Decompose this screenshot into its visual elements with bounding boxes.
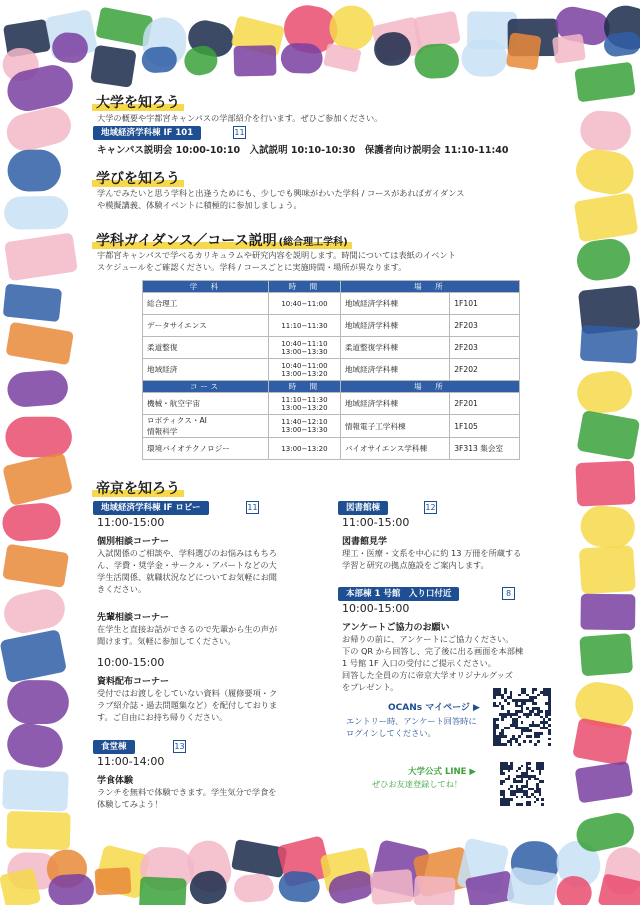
section-title-learn: 学びを知ろう bbox=[92, 168, 184, 188]
qr-module bbox=[548, 738, 551, 741]
table-row bbox=[143, 293, 520, 315]
qr-module bbox=[496, 727, 499, 730]
table-cell-bld: 地域経済学科棟 bbox=[340, 315, 449, 337]
qr-module bbox=[540, 710, 543, 713]
sticker bbox=[231, 15, 285, 57]
table-header-cell: 場 所 bbox=[340, 381, 519, 393]
qr-module bbox=[528, 762, 531, 765]
qr-module bbox=[548, 724, 551, 727]
table-cell-name: 機械・航空宇宙 bbox=[143, 393, 269, 415]
text-line: をプレゼント。 bbox=[342, 682, 399, 692]
qr-module bbox=[528, 796, 531, 799]
sticker bbox=[575, 369, 634, 416]
sticker bbox=[7, 149, 61, 191]
text-line: 入試関係のご相談や、学科選びのお悩みはもちろ bbox=[97, 548, 277, 558]
text-line: きください。 bbox=[97, 584, 147, 594]
table-cell-time: 11:10−11:30 13:00−13:20 bbox=[269, 393, 341, 415]
ocans-mypage-link[interactable]: OCANs マイページ ▶ bbox=[388, 703, 480, 713]
sticker bbox=[574, 192, 639, 242]
qr-module bbox=[500, 783, 503, 786]
line-official-link[interactable]: 大学公式 LINE ▶ bbox=[408, 767, 476, 777]
sticker bbox=[579, 109, 632, 152]
sticker bbox=[231, 839, 287, 878]
table-header-cell: コース bbox=[143, 381, 269, 393]
qr-module bbox=[537, 735, 540, 738]
qr-module bbox=[508, 770, 511, 773]
table-cell-name: 総合理工 bbox=[143, 293, 269, 315]
sticker bbox=[139, 846, 196, 893]
qr-module bbox=[518, 767, 521, 770]
sticker bbox=[1, 502, 62, 543]
building-number: 12 bbox=[425, 503, 436, 512]
qr-module bbox=[518, 716, 521, 719]
table-cell-time: 11:40−12:10 13:00−13:30 bbox=[269, 415, 341, 438]
table-row bbox=[143, 359, 520, 381]
line-text: ぜひお友達登録してね！ bbox=[372, 779, 463, 789]
qr-module bbox=[504, 735, 507, 738]
qr-module bbox=[507, 702, 510, 705]
qr-module bbox=[526, 716, 529, 719]
table-cell-name: 環境バイオテクノロジー bbox=[143, 438, 269, 460]
sticker bbox=[7, 680, 69, 724]
table-header-cell: 時 間 bbox=[269, 281, 341, 293]
qr-module bbox=[534, 743, 537, 746]
text-line: 受付ではお渡しをしていない資料（履修要項・ク bbox=[97, 688, 278, 698]
sticker bbox=[578, 285, 640, 335]
sticker bbox=[233, 873, 275, 904]
qr-module bbox=[534, 696, 537, 699]
sticker bbox=[573, 810, 637, 855]
sticker bbox=[3, 19, 51, 58]
table-header-cell: 学 科 bbox=[143, 281, 269, 293]
qr-module bbox=[541, 803, 544, 806]
sticker bbox=[51, 31, 89, 64]
library-text bbox=[342, 547, 521, 571]
table-cell-time: 13:00−13:20 bbox=[269, 438, 341, 460]
table-cell-room: 1F105 bbox=[450, 415, 520, 438]
qr-module bbox=[521, 796, 524, 799]
sticker bbox=[412, 846, 473, 898]
qr-module bbox=[501, 707, 504, 710]
sticker bbox=[572, 718, 633, 767]
location-tag-library: 図書館棟 bbox=[338, 501, 388, 515]
table-cell-room: 2F203 bbox=[450, 315, 520, 337]
sticker bbox=[552, 3, 613, 48]
qr-module bbox=[510, 785, 513, 788]
text-line: 下の QR から回答し、完了後に出る画面を本部棟 bbox=[342, 646, 524, 656]
building-number: 8 bbox=[502, 587, 515, 600]
sticker bbox=[371, 16, 424, 63]
qr-module bbox=[508, 803, 511, 806]
sticker bbox=[182, 43, 221, 78]
sticker bbox=[2, 544, 69, 588]
qr-module bbox=[504, 743, 507, 746]
sticker bbox=[456, 837, 510, 895]
table-cell-room: 3F313 集会室 bbox=[450, 438, 520, 460]
table-cell-bld: 柔道整復学科棟 bbox=[340, 337, 449, 359]
sticker bbox=[2, 769, 69, 811]
table-cell-name: 地域経済 bbox=[143, 359, 269, 381]
qr-module bbox=[537, 740, 540, 743]
qr-module bbox=[529, 735, 532, 738]
sticker bbox=[580, 594, 635, 631]
sticker bbox=[7, 852, 60, 890]
sticker bbox=[0, 868, 41, 905]
cafeteria-text bbox=[97, 786, 276, 810]
section-desc: 大学の概要や宇都宮キャンパスの学部紹介を行います。ぜひご参加ください。 bbox=[97, 113, 383, 123]
text-line: 回答した全員の方に帝京大学オリジナルグッズ bbox=[342, 670, 513, 680]
sticker bbox=[94, 844, 151, 899]
sticker bbox=[0, 586, 68, 637]
sticker bbox=[510, 840, 560, 886]
qr-module bbox=[521, 732, 524, 735]
qr-module bbox=[529, 729, 532, 732]
table-row bbox=[143, 315, 520, 337]
building-number: 11 bbox=[247, 503, 258, 512]
ocans-text bbox=[346, 715, 477, 739]
sticker bbox=[323, 43, 362, 73]
sticker bbox=[413, 11, 461, 50]
qr-module bbox=[548, 743, 551, 746]
qr-module bbox=[523, 702, 526, 705]
sticker bbox=[6, 811, 70, 850]
line-qr-code[interactable] bbox=[500, 762, 544, 806]
qr-module bbox=[540, 732, 543, 735]
text-line: ラブ紹介誌・過去問題集など）を配付しておりま bbox=[97, 700, 278, 710]
qr-module bbox=[496, 705, 499, 708]
sticker bbox=[579, 545, 636, 594]
text-line: エントリー時、アンケート回答時に bbox=[346, 716, 477, 726]
sticker bbox=[3, 103, 75, 155]
sticker bbox=[139, 876, 187, 905]
sticker bbox=[554, 874, 593, 905]
sticker bbox=[467, 11, 517, 49]
qr-module bbox=[534, 688, 537, 691]
table-header-row bbox=[143, 281, 520, 293]
sticker bbox=[579, 633, 633, 676]
sticker bbox=[4, 196, 69, 230]
table-row bbox=[143, 393, 520, 415]
table-header-cell: 場 所 bbox=[340, 281, 519, 293]
table-cell-bld: バイオサイエンス学科棟 bbox=[340, 438, 449, 460]
sticker bbox=[327, 3, 376, 52]
sticker bbox=[572, 679, 637, 732]
qr-module bbox=[518, 694, 521, 697]
text-line: ランチを無料で体験できます。学生気分で学食を bbox=[97, 787, 277, 797]
sticker bbox=[95, 867, 132, 895]
text-line: す。ご自由にお持ち帰りください。 bbox=[97, 712, 228, 722]
qr-module bbox=[518, 743, 521, 746]
qr-module bbox=[539, 793, 542, 796]
sticker bbox=[576, 410, 640, 460]
section-desc-line1: 学んでみたいと思う学科と出逢うためにも、少しでも興味がわいた学科 / コースがあればガイダンス bbox=[97, 188, 465, 198]
location-tag-hq: 本部棟 1 号館 入り口付近 bbox=[338, 587, 459, 601]
section-title-teikyo: 帝京を知ろう bbox=[92, 478, 184, 498]
location-tag: 地域経済学科棟 IF ロビー bbox=[93, 501, 209, 515]
qr-module bbox=[516, 770, 519, 773]
qr-module bbox=[541, 767, 544, 770]
text-line: お帰りの前に、アンケートにご協力ください。 bbox=[342, 634, 514, 644]
location-tag: 地域経済学科棟 IF 101 bbox=[93, 126, 201, 140]
qr-module bbox=[501, 718, 504, 721]
table-cell-name: 柔道整復 bbox=[143, 337, 269, 359]
consultation-text bbox=[97, 547, 277, 595]
qr-module bbox=[523, 740, 526, 743]
ocans-qr-code[interactable] bbox=[493, 688, 551, 746]
sticker bbox=[598, 873, 640, 905]
sticker bbox=[506, 867, 558, 905]
sticker bbox=[575, 237, 633, 283]
location-tag-cafeteria: 食堂棟 bbox=[93, 740, 135, 754]
guidance-schedule-table bbox=[142, 280, 520, 460]
time-range: 11:00-15:00 bbox=[97, 516, 165, 529]
qr-module bbox=[516, 796, 519, 799]
text-line: 1 号館 1F 入口の受付にご提示ください。 bbox=[342, 658, 496, 668]
section-desc-line1: 宇都宮キャンパスで学べるカリキュラムや研究内容を説明します。時間については表紙のイベント bbox=[97, 250, 456, 260]
table-cell-name: ロボティクス・AI 情報科学 bbox=[143, 415, 269, 438]
sticker bbox=[278, 870, 321, 903]
qr-module bbox=[529, 713, 532, 716]
sticker bbox=[276, 835, 332, 887]
sticker bbox=[465, 870, 515, 905]
qr-module bbox=[534, 702, 537, 705]
sticker bbox=[580, 325, 638, 364]
consultation-title: 個別相談コーナー bbox=[97, 537, 170, 547]
sticker bbox=[6, 369, 69, 408]
qr-module bbox=[504, 716, 507, 719]
sticker bbox=[188, 868, 229, 905]
sticker bbox=[4, 720, 66, 771]
text-line: 学生活関係、就職状況などについてお気軽にお聞 bbox=[97, 572, 277, 582]
table-cell-bld: 地域経済学科棟 bbox=[340, 359, 449, 381]
sticker bbox=[370, 839, 430, 898]
qr-module bbox=[503, 780, 506, 783]
sticker bbox=[5, 417, 72, 458]
time-range: 11:00-14:00 bbox=[97, 755, 165, 768]
qr-module bbox=[496, 718, 499, 721]
qr-module bbox=[531, 770, 534, 773]
senior-consultation-text bbox=[97, 623, 277, 647]
sticker bbox=[45, 9, 99, 60]
sticker bbox=[185, 17, 237, 60]
qr-module bbox=[541, 780, 544, 783]
survey-title: アンケートご協力のお願い bbox=[342, 623, 450, 633]
sticker bbox=[326, 868, 377, 905]
qr-module bbox=[521, 721, 524, 724]
sticker bbox=[2, 452, 73, 506]
sticker bbox=[4, 232, 78, 281]
sticker bbox=[508, 19, 559, 57]
sticker bbox=[3, 284, 62, 322]
qr-module bbox=[548, 713, 551, 716]
table-cell-time: 10:40−11:00 bbox=[269, 293, 341, 315]
sticker bbox=[599, 1, 640, 54]
qr-module bbox=[541, 798, 544, 801]
table-cell-room: 1F101 bbox=[450, 293, 520, 315]
section-title-guidance: 学科ガイダンス／コース説明 (総合理工学科) bbox=[92, 230, 352, 250]
qr-module bbox=[534, 801, 537, 804]
sticker bbox=[573, 146, 637, 198]
sticker bbox=[574, 62, 636, 103]
table-cell-bld: 地域経済学科棟 bbox=[340, 393, 449, 415]
qr-module bbox=[529, 740, 532, 743]
text-line: 在学生と直接お話ができるので先輩から生の声が bbox=[97, 624, 278, 634]
qr-module bbox=[532, 691, 535, 694]
sticker bbox=[603, 30, 640, 58]
sticker bbox=[6, 322, 74, 365]
sticker bbox=[413, 876, 455, 905]
building-number: 13 bbox=[174, 742, 185, 751]
sticker bbox=[461, 39, 507, 77]
table-row bbox=[143, 415, 520, 438]
section-desc-line2: スケジュールをご確認ください。学科 / コースごとに実施時間・場所が異なります。 bbox=[97, 262, 407, 272]
table-cell-room: 2F202 bbox=[450, 359, 520, 381]
library-title: 図書館見学 bbox=[342, 537, 388, 547]
table-header-row bbox=[143, 381, 520, 393]
sticker bbox=[0, 629, 67, 683]
qr-module bbox=[548, 732, 551, 735]
sticker bbox=[141, 46, 178, 74]
sticker bbox=[506, 32, 542, 70]
cafeteria-title: 学食体験 bbox=[97, 776, 134, 786]
sticker bbox=[46, 849, 88, 888]
table-cell-time: 10:40−11:00 13:00−13:20 bbox=[269, 359, 341, 381]
table-cell-room: 2F201 bbox=[450, 393, 520, 415]
time-range: 10:00-15:00 bbox=[97, 656, 165, 669]
sticker bbox=[320, 847, 373, 894]
building-number: 11 bbox=[234, 128, 245, 137]
table-cell-time: 10:40−11:10 13:00−13:30 bbox=[269, 337, 341, 359]
materials-title: 資料配布コーナー bbox=[97, 677, 170, 687]
sticker bbox=[280, 1, 341, 57]
qr-module bbox=[537, 694, 540, 697]
qr-module bbox=[510, 798, 513, 801]
qr-module bbox=[536, 798, 539, 801]
sticker bbox=[601, 844, 640, 898]
sticker bbox=[373, 31, 413, 67]
text-line: ログインしてください。 bbox=[346, 728, 436, 738]
sticker bbox=[234, 45, 277, 76]
table-row bbox=[143, 337, 520, 359]
sticker bbox=[579, 504, 637, 550]
sticker bbox=[575, 461, 635, 507]
sticker bbox=[141, 16, 188, 69]
qr-module bbox=[528, 803, 531, 806]
qr-module bbox=[521, 803, 524, 806]
sticker bbox=[370, 869, 414, 905]
qr-module bbox=[521, 780, 524, 783]
time-range: 11:00-15:00 bbox=[342, 516, 410, 529]
text-line: 理工・医療・文系を中心に約 13 万冊を所蔵する bbox=[342, 548, 522, 558]
qr-module bbox=[508, 778, 511, 781]
survey-text bbox=[342, 633, 523, 693]
qr-module bbox=[510, 743, 513, 746]
text-line: ん、学費・奨学金・サークル・アパートなどの大 bbox=[97, 560, 277, 570]
qr-module bbox=[548, 718, 551, 721]
sticker bbox=[552, 34, 586, 64]
sticker bbox=[4, 61, 77, 115]
qr-module bbox=[528, 778, 531, 781]
sticker bbox=[48, 873, 95, 905]
sticker bbox=[414, 43, 460, 80]
qr-module bbox=[504, 691, 507, 694]
sticker bbox=[575, 761, 634, 803]
sticker bbox=[95, 7, 153, 47]
schedule-line: キャンパス説明会 10:00-10:10 入試説明 10:10-10:30 保護者向け説明会 11:10-11:40 bbox=[97, 145, 509, 156]
time-range: 10:00-15:00 bbox=[342, 602, 410, 615]
sticker bbox=[280, 43, 323, 74]
sticker bbox=[183, 836, 235, 896]
table-header-cell: 時 間 bbox=[269, 381, 341, 393]
materials-text bbox=[97, 687, 277, 723]
section-title-about-university: 大学を知ろう bbox=[92, 92, 184, 112]
text-line: 体験してみよう！ bbox=[97, 799, 163, 809]
table-cell-time: 11:10−11:30 bbox=[269, 315, 341, 337]
qr-module bbox=[507, 727, 510, 730]
table-cell-room: 2F203 bbox=[450, 337, 520, 359]
senior-consultation-title: 先輩相談コーナー bbox=[97, 613, 170, 623]
section-desc-line2: や模擬講義、体験イベントに積極的に参加しましょう。 bbox=[97, 200, 302, 210]
qr-module bbox=[503, 772, 506, 775]
sticker bbox=[553, 837, 605, 892]
table-cell-name: データサイエンス bbox=[143, 315, 269, 337]
qr-module bbox=[539, 772, 542, 775]
table-row bbox=[143, 438, 520, 460]
sticker bbox=[2, 48, 38, 81]
text-line: 聞けます。気軽に参加してください。 bbox=[97, 636, 236, 646]
qr-module bbox=[521, 765, 524, 768]
qr-module bbox=[518, 735, 521, 738]
text-line: 学習と研究の拠点施設をご案内します。 bbox=[342, 560, 489, 570]
qr-module bbox=[493, 696, 496, 699]
table-cell-bld: 情報電子工学科棟 bbox=[340, 415, 449, 438]
sticker bbox=[90, 45, 137, 88]
qr-module bbox=[510, 767, 513, 770]
table-cell-bld: 地域経済学科棟 bbox=[340, 293, 449, 315]
